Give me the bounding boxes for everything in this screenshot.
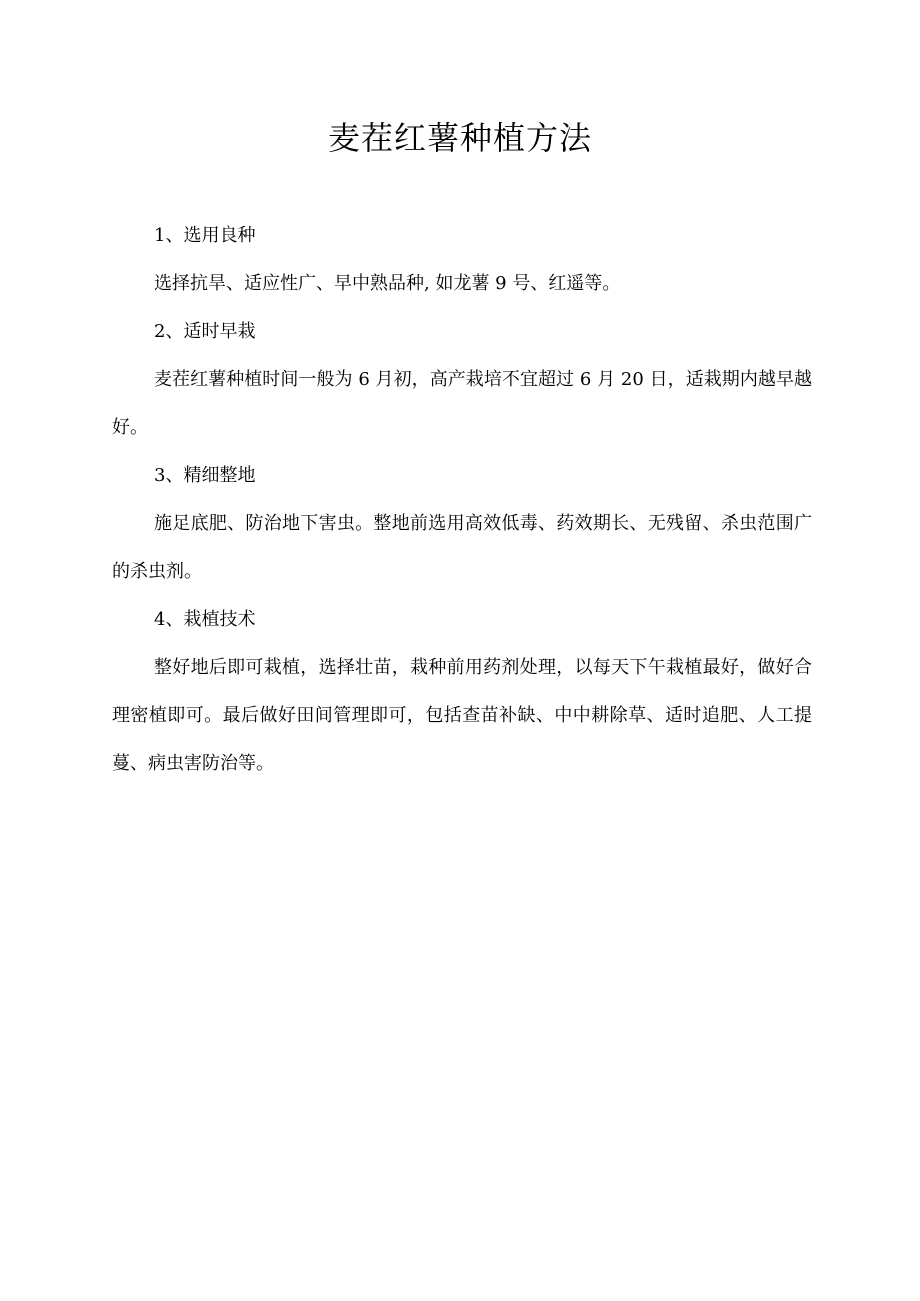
section-paragraph: 整好地后即可栽植，选择壮苗，栽种前用药剂处理，以每天下午栽植最好，做好合理密植即可。最后做好田间管理即可，包括查苗补缺、中中耕除草、适时追肥、人工提蔓、病虫害防治等。 <box>112 657 812 774</box>
document-body <box>112 212 812 788</box>
section-2 <box>112 308 812 452</box>
section-heading: 2、适时早栽 <box>154 321 256 342</box>
section-3 <box>112 452 812 596</box>
section-4 <box>112 596 812 788</box>
section-heading: 3、精细整地 <box>154 465 256 486</box>
section-1 <box>112 212 812 308</box>
section-paragraph: 施足底肥、防治地下害虫。整地前选用高效低毒、药效期长、无残留、杀虫范围广的杀虫剂。 <box>112 513 812 582</box>
section-heading: 4、栽植技术 <box>154 609 256 630</box>
section-paragraph: 麦茬红薯种植时间一般为 6 月初，高产栽培不宜超过 6 月 20 日，适栽期内越早越好。 <box>112 369 812 438</box>
section-heading: 1、选用良种 <box>154 225 256 246</box>
document-title: 麦茬红薯种植方法 <box>327 119 592 157</box>
section-paragraph: 选择抗旱、适应性广、早中熟品种, 如龙薯 9 号、红遥等。 <box>154 273 621 294</box>
